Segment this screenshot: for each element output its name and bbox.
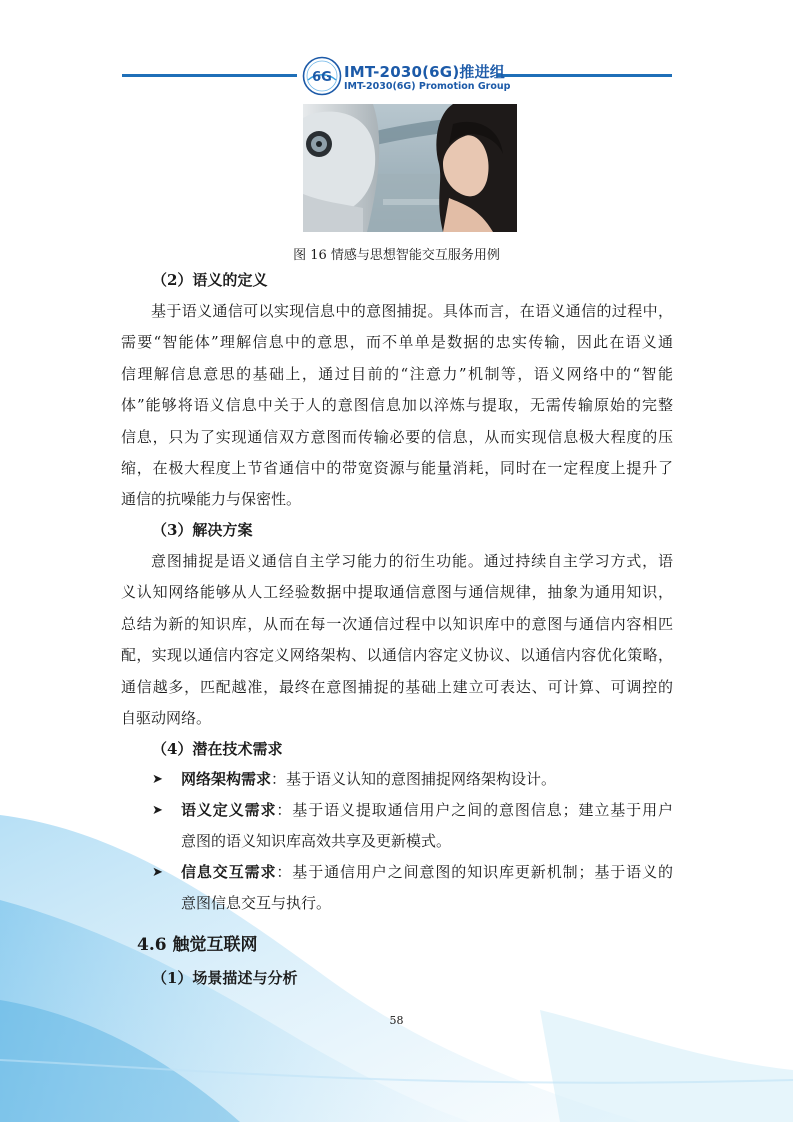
text-line: 信息，只为了实现通信双方意图而传输必要的信息，从而实现信息极大程度的压 xyxy=(121,427,673,446)
paragraph-semantic-definition xyxy=(121,296,673,516)
arrow-bullet-icon: ➤ xyxy=(152,772,163,787)
text-line xyxy=(181,795,673,826)
figure-image xyxy=(303,104,517,232)
section-heading-tactile-internet: 4.6 触觉互联网 xyxy=(137,935,258,955)
text-line xyxy=(181,857,673,888)
brand-title: IMT-2030(6G)推进组 xyxy=(344,63,505,81)
subheading-semantic-definition: （2）语义的定义 xyxy=(152,271,268,289)
paragraph-solution xyxy=(121,546,673,734)
page-header xyxy=(0,0,793,100)
bullet-text: ：基于语义认知的意图捕捉网络架构设计。 xyxy=(271,770,557,788)
subheading-technical-requirements: （4）潜在技术需求 xyxy=(152,740,283,758)
text-line: 通信的抗噪能力与保密性。 xyxy=(121,490,302,509)
arrow-bullet-icon: ➤ xyxy=(152,865,163,880)
imt2030-logo-icon xyxy=(302,56,342,96)
text-line: 需要“智能体”理解信息中的意思，而不单单是数据的忠实传输，因此在语义通 xyxy=(121,333,673,352)
header-rule-right xyxy=(497,74,672,77)
text-line: 通信越多，匹配越准，最终在意图捕捉的基础上建立可表达、可计算、可调控的 xyxy=(121,677,673,696)
text-line xyxy=(181,764,673,795)
text-line: 自驱动网络。 xyxy=(121,708,212,727)
text-line: 义认知网络能够从人工经验数据中提取通信意图与通信规律，抽象为通用知识， xyxy=(121,583,673,602)
figure-caption: 图 16 情感与思想智能交互服务用例 xyxy=(293,248,500,263)
text-line: 体”能够将语义信息中关于人的意图信息加以淬炼与提取，无需传输原始的完整 xyxy=(121,396,673,415)
bullet-text: ：基于语义提取通信用户之间的意图信息；建立基于用户 xyxy=(276,801,673,819)
bullet-term: 网络架构需求 xyxy=(181,770,272,788)
logo-text: 6G xyxy=(312,70,332,85)
bullet-text: ：基于通信用户之间意图的知识库更新机制；基于语义的 xyxy=(276,863,673,881)
text-line: 意图的语义知识库高效共享及更新模式。 xyxy=(181,832,452,851)
text-line: 缩，在极大程度上节省通信中的带宽资源与能量消耗，同时在一定程度上提升了 xyxy=(121,458,673,477)
text-line: 信理解信息意思的基础上，通过目前的“注意力”机制等，语义网络中的“智能 xyxy=(121,364,673,383)
text-line: 意图信息交互与执行。 xyxy=(181,894,332,913)
bullet-term: 信息交互需求 xyxy=(181,863,277,881)
text-line: 意图捕捉是语义通信自主学习能力的衍生功能。通过持续自主学习方式，语 xyxy=(151,552,673,570)
bullet-term: 语义定义需求 xyxy=(181,801,277,819)
text-line: 配，实现以通信内容定义网络架构、以通信内容定义协议、以通信内容优化策略， xyxy=(121,646,673,665)
subheading-scenario-description: （1）场景描述与分析 xyxy=(152,969,298,987)
brand-subtitle: IMT-2030(6G) Promotion Group xyxy=(344,81,511,92)
arrow-bullet-icon: ➤ xyxy=(152,803,163,818)
text-line: 总结为新的知识库，从而在每一次通信过程中以知识库中的意图与通信内容相匹 xyxy=(121,614,673,633)
header-rule-left xyxy=(122,74,297,77)
subheading-solution: （3）解决方案 xyxy=(152,521,253,539)
page-number: 58 xyxy=(389,1014,404,1027)
text-line: 基于语义通信可以实现信息中的意图捕捉。具体而言，在语义通信的过程中， xyxy=(151,302,673,320)
